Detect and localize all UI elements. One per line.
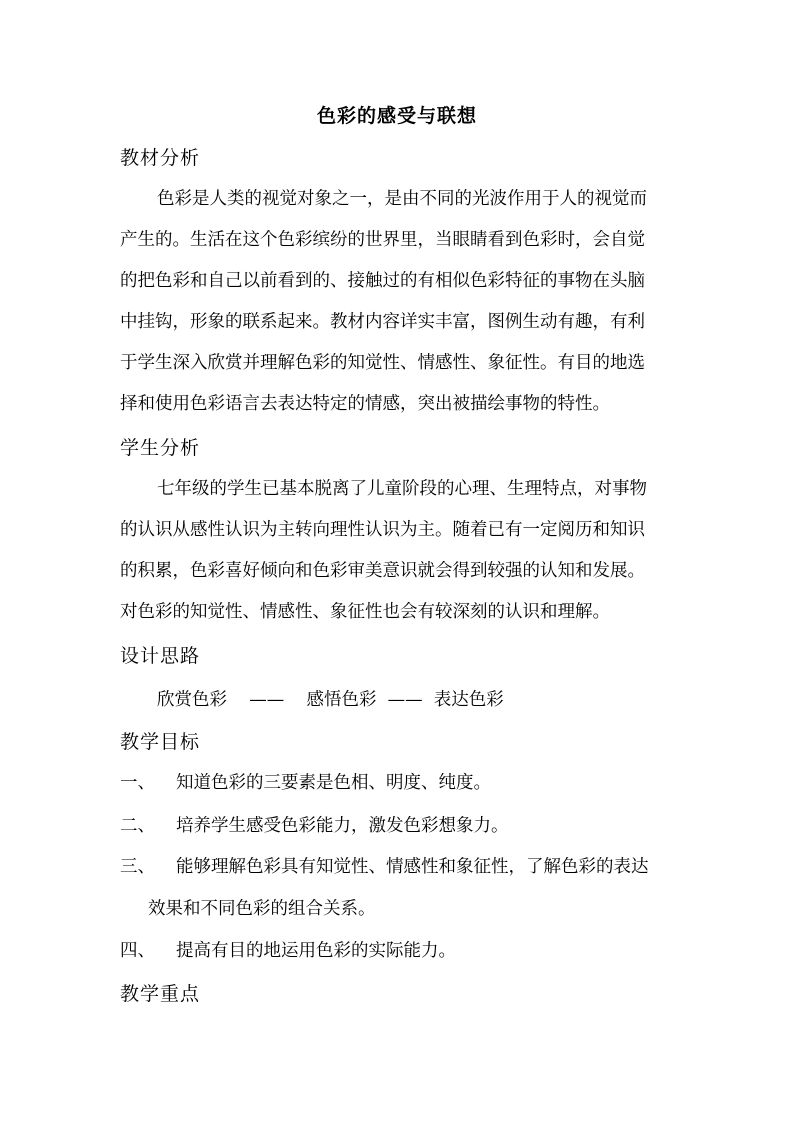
goal-text: 知道色彩的三要素是色相、明度、纯度。: [176, 773, 491, 793]
goal-text: 提高有目的地运用色彩的实际能力。: [176, 941, 456, 961]
goal-number: 三、: [120, 857, 155, 877]
goal-text: 能够理解色彩具有知觉性、情感性和象征性，了解色彩的表达: [176, 857, 649, 877]
goal-text-continuation: 效果和不同色彩的组合关系。: [148, 899, 376, 919]
heading-textbook-analysis: 教材分析: [120, 147, 201, 169]
goal-item: [120, 851, 649, 883]
heading-design-idea: 设计思路: [120, 645, 201, 667]
paragraph-line: 的认识从感性认识为主转向理性认识为主。随着已有一定阅历和知识: [120, 520, 645, 540]
goal-number: 一、: [120, 773, 155, 793]
paragraph-textbook-analysis: [120, 179, 680, 425]
paragraph-line: 色彩是人类的视觉对象之一，是由不同的光波作用于人的视觉而: [157, 189, 647, 209]
paragraph-line: 中挂钩，形象的联系起来。教材内容详实丰富，图例生动有趣，有利: [120, 312, 645, 332]
goal-number: 四、: [120, 941, 155, 961]
design-flow: 欣赏色彩 —— 感悟色彩 —— 表达色彩: [157, 690, 504, 710]
goal-item: [120, 810, 509, 842]
paragraph-line: 择和使用色彩语言去表达特定的情感，突出被描绘事物的特性。: [120, 394, 610, 414]
heading-teaching-goals: 教学目标: [120, 731, 201, 753]
paragraph-line: 产生的。生活在这个色彩缤纷的世界里，当眼睛看到色彩时，会自觉: [120, 230, 645, 250]
goal-number: 二、: [120, 816, 155, 836]
heading-student-analysis: 学生分析: [120, 437, 201, 459]
document-title: 色彩的感受与联想: [316, 105, 477, 127]
paragraph-line: 于学生深入欣赏并理解色彩的知觉性、情感性、象征性。有目的地选: [120, 353, 645, 373]
heading-teaching-focus: 教学重点: [120, 983, 201, 1005]
paragraph-line: 七年级的学生已基本脱离了儿童阶段的心理、生理特点，对事物: [157, 479, 647, 499]
goal-item: [120, 767, 491, 799]
goal-text: 培养学生感受色彩能力，激发色彩想象力。: [176, 816, 509, 836]
paragraph-student-analysis: [120, 469, 680, 633]
paragraph-line: 的把色彩和自己以前看到的、接触过的有相似色彩特征的事物在头脑: [120, 271, 645, 291]
paragraph-line: 对色彩的知觉性、情感性、象征性也会有较深刻的认识和理解。: [120, 602, 610, 622]
goal-item: [120, 935, 456, 967]
paragraph-line: 的积累，色彩喜好倾向和色彩审美意识就会得到较强的认知和发展。: [120, 561, 645, 581]
